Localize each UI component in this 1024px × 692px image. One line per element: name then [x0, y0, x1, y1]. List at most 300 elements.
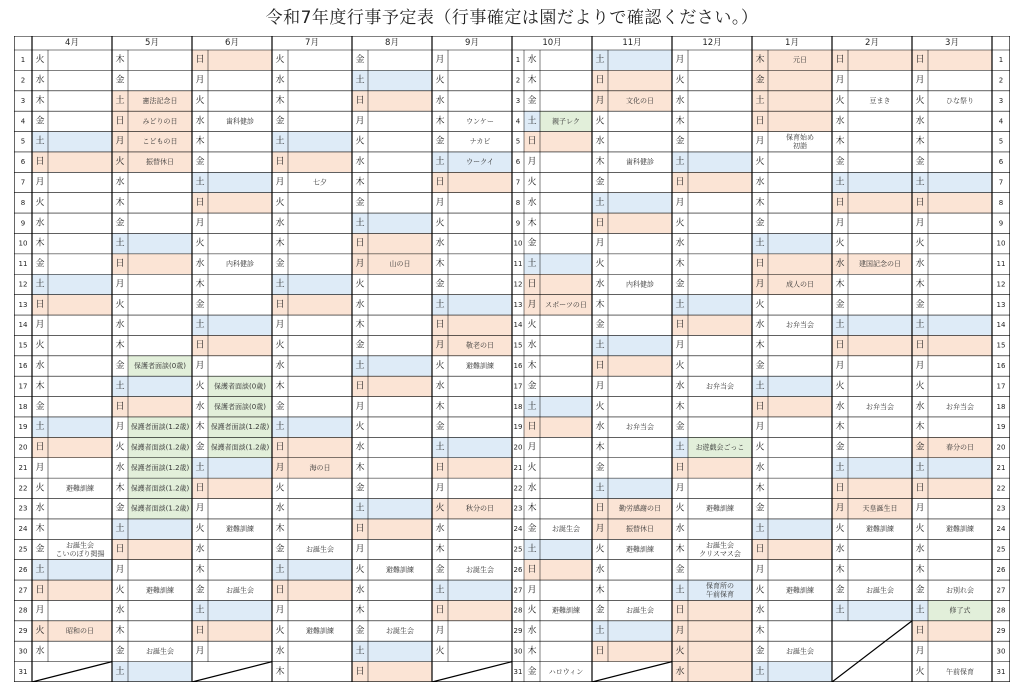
weekday-label: 木 — [355, 320, 365, 331]
page-title: 令和7年度行事予定表（行事確定は園だよりで確認ください。） — [265, 8, 759, 28]
day-number: 30 — [513, 647, 523, 656]
weekday-label: 土 — [435, 299, 445, 310]
weekday-label: 月 — [755, 422, 765, 433]
weekday-label: 金 — [355, 626, 365, 637]
weekday-label: 火 — [275, 626, 285, 637]
weekday-label: 水 — [595, 564, 605, 575]
month-header: 12月 — [702, 38, 722, 48]
month-header: 2月 — [865, 38, 879, 48]
weekday-label: 火 — [675, 361, 685, 371]
event-label: 保護者面談(1.2歳) — [130, 423, 190, 432]
weekday-label: 月 — [527, 299, 537, 310]
day-number: 3 — [998, 96, 1004, 105]
weekday-label: 土 — [755, 238, 765, 249]
weekday-label: 火 — [195, 238, 205, 249]
weekday-label: 水 — [835, 116, 845, 127]
weekday-label: 月 — [195, 218, 205, 229]
weekday-label: 月 — [915, 75, 925, 86]
event-label: 避難訓練 — [386, 565, 414, 574]
weekday-label: 水 — [35, 218, 45, 229]
day-number: 2 — [998, 76, 1004, 85]
day-number: 27 — [996, 586, 1006, 595]
event-label: 保護者面談(0歳) — [214, 382, 266, 391]
weekday-label: 金 — [595, 605, 605, 616]
event-label: 午前保育 — [706, 590, 734, 599]
weekday-label: 日 — [275, 585, 285, 596]
month-header: 7月 — [305, 38, 319, 48]
weekday-label: 土 — [195, 177, 205, 188]
event-label: 海の日 — [309, 463, 331, 472]
weekday-label: 水 — [835, 544, 845, 555]
weekday-label: 金 — [527, 238, 537, 249]
month-header: 5月 — [145, 38, 159, 48]
weekday-label: 木 — [527, 218, 537, 229]
weekday-label: 木 — [755, 626, 765, 637]
weekday-label: 水 — [275, 75, 285, 86]
weekday-label: 金 — [35, 401, 45, 412]
event-label: ウークイ — [466, 158, 494, 167]
weekday-label: 土 — [275, 422, 285, 433]
weekday-label: 土 — [195, 462, 205, 473]
weekday-label: 木 — [675, 544, 685, 555]
weekday-label: 火 — [275, 55, 285, 66]
event-label: スポーツの日 — [545, 300, 587, 309]
weekday-label: 水 — [115, 605, 125, 616]
weekday-label: 火 — [35, 340, 45, 351]
weekday-label: 金 — [115, 75, 125, 86]
annual-calendar — [14, 36, 1010, 682]
weekday-label: 火 — [355, 422, 365, 433]
weekday-label: 木 — [355, 177, 365, 188]
day-number: 23 — [513, 504, 523, 513]
day-number: 2 — [515, 76, 521, 85]
day-number: 5 — [998, 137, 1004, 146]
weekday-label: 月 — [915, 361, 925, 371]
weekday-label: 土 — [915, 462, 925, 473]
weekday-label: 水 — [275, 503, 285, 514]
weekday-label: 火 — [35, 483, 45, 494]
event-label: お誕生会 — [386, 627, 414, 636]
weekday-label: 木 — [275, 238, 285, 249]
day-number: 21 — [513, 463, 523, 472]
weekday-label: 月 — [527, 585, 537, 596]
day-number: 26 — [18, 565, 28, 574]
weekday-label: 月 — [35, 462, 45, 473]
weekday-label: 水 — [435, 95, 445, 106]
weekday-label: 木 — [675, 259, 685, 270]
weekday-label: 日 — [195, 55, 205, 66]
month-header: 3月 — [945, 38, 959, 48]
weekday-label: 水 — [435, 381, 445, 392]
day-number: 20 — [18, 443, 28, 452]
weekday-label: 日 — [355, 381, 365, 392]
day-number: 29 — [996, 627, 1006, 636]
weekday-label: 土 — [115, 666, 125, 677]
weekday-label: 金 — [195, 442, 205, 453]
weekday-label: 金 — [355, 483, 365, 494]
weekday-label: 土 — [835, 177, 845, 188]
event-label: ひな祭り — [946, 96, 974, 105]
weekday-label: 木 — [435, 116, 445, 127]
weekday-label: 木 — [675, 401, 685, 412]
weekday-label: 水 — [275, 218, 285, 229]
event-label: みどりの日 — [142, 117, 178, 126]
day-number: 25 — [513, 545, 523, 554]
empty-cell-slash — [432, 662, 512, 682]
event-label: 避難訓練 — [146, 586, 174, 595]
weekday-label: 水 — [275, 646, 285, 657]
weekday-label: 月 — [755, 279, 765, 290]
weekday-label: 月 — [195, 361, 205, 371]
event-label: お誕生会 — [866, 586, 894, 595]
weekday-label: 火 — [835, 238, 845, 249]
weekday-label: 木 — [115, 626, 125, 637]
weekday-label: 水 — [35, 503, 45, 514]
weekday-label: 火 — [675, 75, 685, 86]
weekday-label: 火 — [195, 95, 205, 106]
weekday-label: 土 — [915, 177, 925, 188]
weekday-label: 日 — [435, 177, 445, 188]
weekday-label: 木 — [275, 524, 285, 535]
weekday-label: 土 — [595, 55, 605, 66]
event-label: お誕生会 — [626, 606, 654, 615]
weekday-label: 日 — [275, 157, 285, 168]
weekday-label: 土 — [195, 605, 205, 616]
weekday-label: 月 — [915, 218, 925, 229]
day-number: 8 — [20, 198, 26, 207]
event-label: こどもの日 — [142, 137, 178, 146]
weekday-label: 月 — [195, 646, 205, 657]
event-label: 元日 — [793, 56, 807, 65]
weekday-label: 土 — [755, 666, 765, 677]
weekday-label: 日 — [595, 218, 605, 229]
day-number: 23 — [996, 504, 1006, 513]
event-label: 内科健診 — [226, 260, 254, 269]
weekday-label: 水 — [275, 361, 285, 371]
weekday-label: 木 — [595, 157, 605, 168]
event-label: お誕生会 — [786, 647, 814, 656]
day-number: 17 — [513, 382, 523, 391]
event-label: こいのぼり掲揚 — [55, 549, 105, 558]
weekday-label: 日 — [755, 259, 765, 270]
weekday-label: 日 — [355, 666, 365, 677]
day-number: 27 — [513, 586, 523, 595]
weekday-label: 火 — [755, 585, 765, 596]
weekday-label: 金 — [527, 666, 537, 677]
event-label: お誕生会 — [306, 545, 334, 554]
weekday-label: 火 — [275, 340, 285, 351]
day-number: 7 — [20, 178, 26, 187]
month-header: 8月 — [385, 38, 399, 48]
empty-cell-slash — [192, 662, 272, 682]
weekday-label: 土 — [675, 299, 685, 310]
day-number: 6 — [998, 158, 1004, 167]
weekday-label: 日 — [527, 564, 537, 575]
event-label: 避難訓練 — [306, 627, 334, 636]
weekday-label: 月 — [675, 340, 685, 351]
weekday-label: 日 — [675, 462, 685, 473]
weekday-label: 日 — [435, 605, 445, 616]
event-label: 避難訓練 — [866, 525, 894, 534]
day-number: 8 — [998, 198, 1004, 207]
weekday-label: 金 — [275, 544, 285, 555]
weekday-label: 火 — [915, 95, 925, 106]
day-number: 24 — [513, 525, 523, 534]
weekday-label: 水 — [115, 462, 125, 473]
weekday-label: 木 — [595, 442, 605, 453]
event-label: 春分の日 — [946, 443, 974, 452]
day-number: 15 — [18, 341, 28, 350]
weekday-label: 木 — [275, 381, 285, 392]
event-label: 保護者面談(1.2歳) — [130, 463, 190, 472]
weekday-label: 日 — [275, 442, 285, 453]
weekday-label: 木 — [275, 666, 285, 677]
weekday-label: 日 — [355, 95, 365, 106]
weekday-label: 火 — [275, 483, 285, 494]
weekday-label: 木 — [35, 524, 45, 535]
event-label: 保護者面談(1.2歳) — [130, 484, 190, 493]
day-number: 4 — [20, 117, 26, 126]
weekday-label: 木 — [35, 95, 45, 106]
event-label: 避難訓練 — [66, 484, 94, 493]
day-number: 17 — [18, 382, 28, 391]
weekday-label: 金 — [527, 95, 537, 106]
day-number: 29 — [513, 627, 523, 636]
day-number: 21 — [18, 463, 28, 472]
weekday-label: 日 — [35, 585, 45, 596]
day-number: 16 — [513, 362, 523, 370]
weekday-label: 木 — [275, 95, 285, 106]
weekday-label: 火 — [275, 197, 285, 208]
weekday-label: 日 — [435, 320, 445, 331]
weekday-label: 月 — [275, 177, 285, 188]
weekday-label: 金 — [35, 116, 45, 127]
weekday-label: 火 — [435, 646, 445, 657]
weekday-label: 水 — [675, 238, 685, 249]
weekday-label: 月 — [35, 177, 45, 188]
weekday-label: 金 — [675, 564, 685, 575]
event-label: 建国記念の日 — [859, 260, 901, 269]
event-label: 振替休日 — [146, 158, 174, 167]
weekday-label: 木 — [675, 116, 685, 127]
day-number: 11 — [18, 260, 28, 269]
event-label: 山の日 — [389, 260, 411, 269]
day-number: 18 — [18, 402, 28, 411]
weekday-label: 木 — [527, 361, 537, 371]
empty-cell-slash — [32, 662, 112, 682]
weekday-label: 金 — [755, 646, 765, 657]
weekday-label: 土 — [675, 585, 685, 596]
weekday-label: 木 — [435, 401, 445, 412]
day-number: 23 — [18, 504, 28, 513]
weekday-label: 月 — [275, 320, 285, 331]
weekday-label: 土 — [115, 95, 125, 106]
weekday-label: 水 — [527, 197, 537, 208]
weekday-label: 水 — [527, 340, 537, 351]
weekday-label: 土 — [435, 157, 445, 168]
day-number: 1 — [998, 56, 1004, 65]
weekday-label: 土 — [355, 75, 365, 86]
weekday-label: 火 — [355, 564, 365, 575]
day-number: 19 — [996, 423, 1006, 432]
weekday-label: 月 — [835, 503, 845, 514]
day-number: 10 — [996, 239, 1006, 248]
weekday-label: 土 — [595, 626, 605, 637]
day-number: 15 — [513, 341, 523, 350]
weekday-label: 金 — [35, 544, 45, 555]
event-label: 秋分の日 — [466, 504, 494, 513]
weekday-label: 月 — [275, 605, 285, 616]
weekday-label: 土 — [915, 605, 925, 616]
weekday-label: 水 — [915, 259, 925, 270]
day-number: 7 — [998, 178, 1004, 187]
day-number: 22 — [996, 484, 1006, 493]
day-number: 26 — [996, 565, 1006, 574]
weekday-label: 月 — [675, 55, 685, 66]
day-number: 8 — [515, 198, 521, 207]
weekday-label: 金 — [595, 320, 605, 331]
day-number: 12 — [18, 280, 28, 289]
weekday-label: 金 — [915, 585, 925, 596]
weekday-label: 水 — [195, 401, 205, 412]
weekday-label: 火 — [115, 442, 125, 453]
weekday-label: 金 — [275, 116, 285, 127]
day-number: 2 — [20, 76, 26, 85]
weekday-label: 日 — [915, 197, 925, 208]
event-label: 振替休日 — [626, 525, 654, 534]
weekday-label: 金 — [195, 157, 205, 168]
event-label: 避難訓練 — [786, 586, 814, 595]
weekday-label: 火 — [675, 503, 685, 514]
event-label: 避難訓練 — [626, 545, 654, 554]
event-label: お誕生会 — [706, 541, 734, 550]
weekday-label: 金 — [435, 136, 445, 147]
weekday-label: 日 — [915, 626, 925, 637]
weekday-label: 水 — [675, 524, 685, 535]
weekday-label: 火 — [115, 157, 125, 168]
weekday-label: 水 — [675, 666, 685, 677]
weekday-label: 金 — [675, 422, 685, 433]
weekday-label: 月 — [755, 564, 765, 575]
event-label: 避難訓練 — [226, 525, 254, 534]
event-label: 避難訓練 — [552, 606, 580, 615]
weekday-label: 水 — [115, 177, 125, 188]
weekday-label: 日 — [595, 75, 605, 86]
day-number: 9 — [515, 219, 521, 228]
weekday-label: 金 — [115, 218, 125, 229]
event-label: お別れ会 — [946, 586, 974, 595]
day-number: 7 — [515, 178, 521, 187]
weekday-label: 火 — [755, 157, 765, 168]
day-number: 31 — [18, 667, 28, 676]
weekday-label: 火 — [115, 299, 125, 310]
weekday-label: 金 — [835, 299, 845, 310]
event-label: 成人の日 — [786, 280, 814, 289]
weekday-label: 木 — [915, 564, 925, 575]
weekday-label: 土 — [355, 503, 365, 514]
day-number: 6 — [20, 158, 26, 167]
weekday-label: 火 — [595, 401, 605, 412]
event-label: 保護者面談(0歳) — [214, 402, 266, 411]
weekday-label: 土 — [527, 116, 537, 127]
weekday-label: 日 — [35, 442, 45, 453]
weekday-label: 木 — [595, 585, 605, 596]
day-number: 24 — [18, 525, 28, 534]
weekday-label: 金 — [115, 503, 125, 514]
weekday-label: 火 — [835, 95, 845, 106]
event-label: お誕生会 — [146, 647, 174, 656]
weekday-label: 土 — [435, 585, 445, 596]
weekday-label: 日 — [115, 259, 125, 270]
event-label: 勤労感謝の日 — [619, 504, 661, 513]
weekday-label: 土 — [595, 197, 605, 208]
weekday-label: 日 — [115, 116, 125, 127]
weekday-label: 土 — [35, 279, 45, 290]
weekday-label: 水 — [527, 483, 537, 494]
weekday-label: 金 — [435, 564, 445, 575]
weekday-label: 火 — [675, 218, 685, 229]
weekday-label: 木 — [835, 136, 845, 147]
weekday-label: 土 — [35, 422, 45, 433]
day-number: 19 — [513, 423, 523, 432]
day-number: 11 — [996, 260, 1006, 269]
weekday-label: 水 — [195, 116, 205, 127]
weekday-label: 木 — [755, 55, 765, 66]
weekday-label: 月 — [675, 483, 685, 494]
weekday-label: 火 — [915, 524, 925, 535]
weekday-label: 水 — [595, 422, 605, 433]
day-number: 31 — [996, 667, 1006, 676]
weekday-label: 月 — [195, 75, 205, 86]
weekday-label: 土 — [527, 401, 537, 412]
weekday-label: 水 — [675, 95, 685, 106]
day-number: 22 — [18, 484, 28, 493]
weekday-label: 月 — [355, 116, 365, 127]
weekday-label: 水 — [195, 259, 205, 270]
weekday-label: 土 — [835, 320, 845, 331]
weekday-label: 月 — [435, 55, 445, 66]
weekday-label: 月 — [835, 218, 845, 229]
weekday-label: 日 — [835, 197, 845, 208]
weekday-label: 日 — [195, 483, 205, 494]
event-label: 避難訓練 — [466, 362, 494, 370]
weekday-label: 金 — [275, 259, 285, 270]
weekday-label: 月 — [755, 136, 765, 147]
day-number: 14 — [996, 321, 1006, 330]
event-label: ナカビ — [469, 137, 491, 146]
weekday-label: 水 — [675, 381, 685, 392]
weekday-label: 木 — [195, 279, 205, 290]
weekday-label: 月 — [355, 544, 365, 555]
weekday-label: 土 — [35, 136, 45, 147]
weekday-label: 月 — [35, 605, 45, 616]
weekday-label: 日 — [595, 503, 605, 514]
event-label: 初詣 — [793, 142, 807, 151]
weekday-label: 日 — [527, 136, 537, 147]
weekday-label: 木 — [195, 564, 205, 575]
day-number: 25 — [18, 545, 28, 554]
weekday-label: 月 — [195, 503, 205, 514]
weekday-label: 火 — [435, 361, 445, 371]
day-number: 4 — [515, 117, 521, 126]
day-number: 3 — [515, 96, 521, 105]
day-number: 28 — [996, 606, 1006, 615]
weekday-label: 木 — [835, 564, 845, 575]
weekday-label: 土 — [355, 218, 365, 229]
month-header: 4月 — [65, 38, 79, 48]
weekday-label: 金 — [675, 136, 685, 147]
weekday-label: 木 — [435, 259, 445, 270]
